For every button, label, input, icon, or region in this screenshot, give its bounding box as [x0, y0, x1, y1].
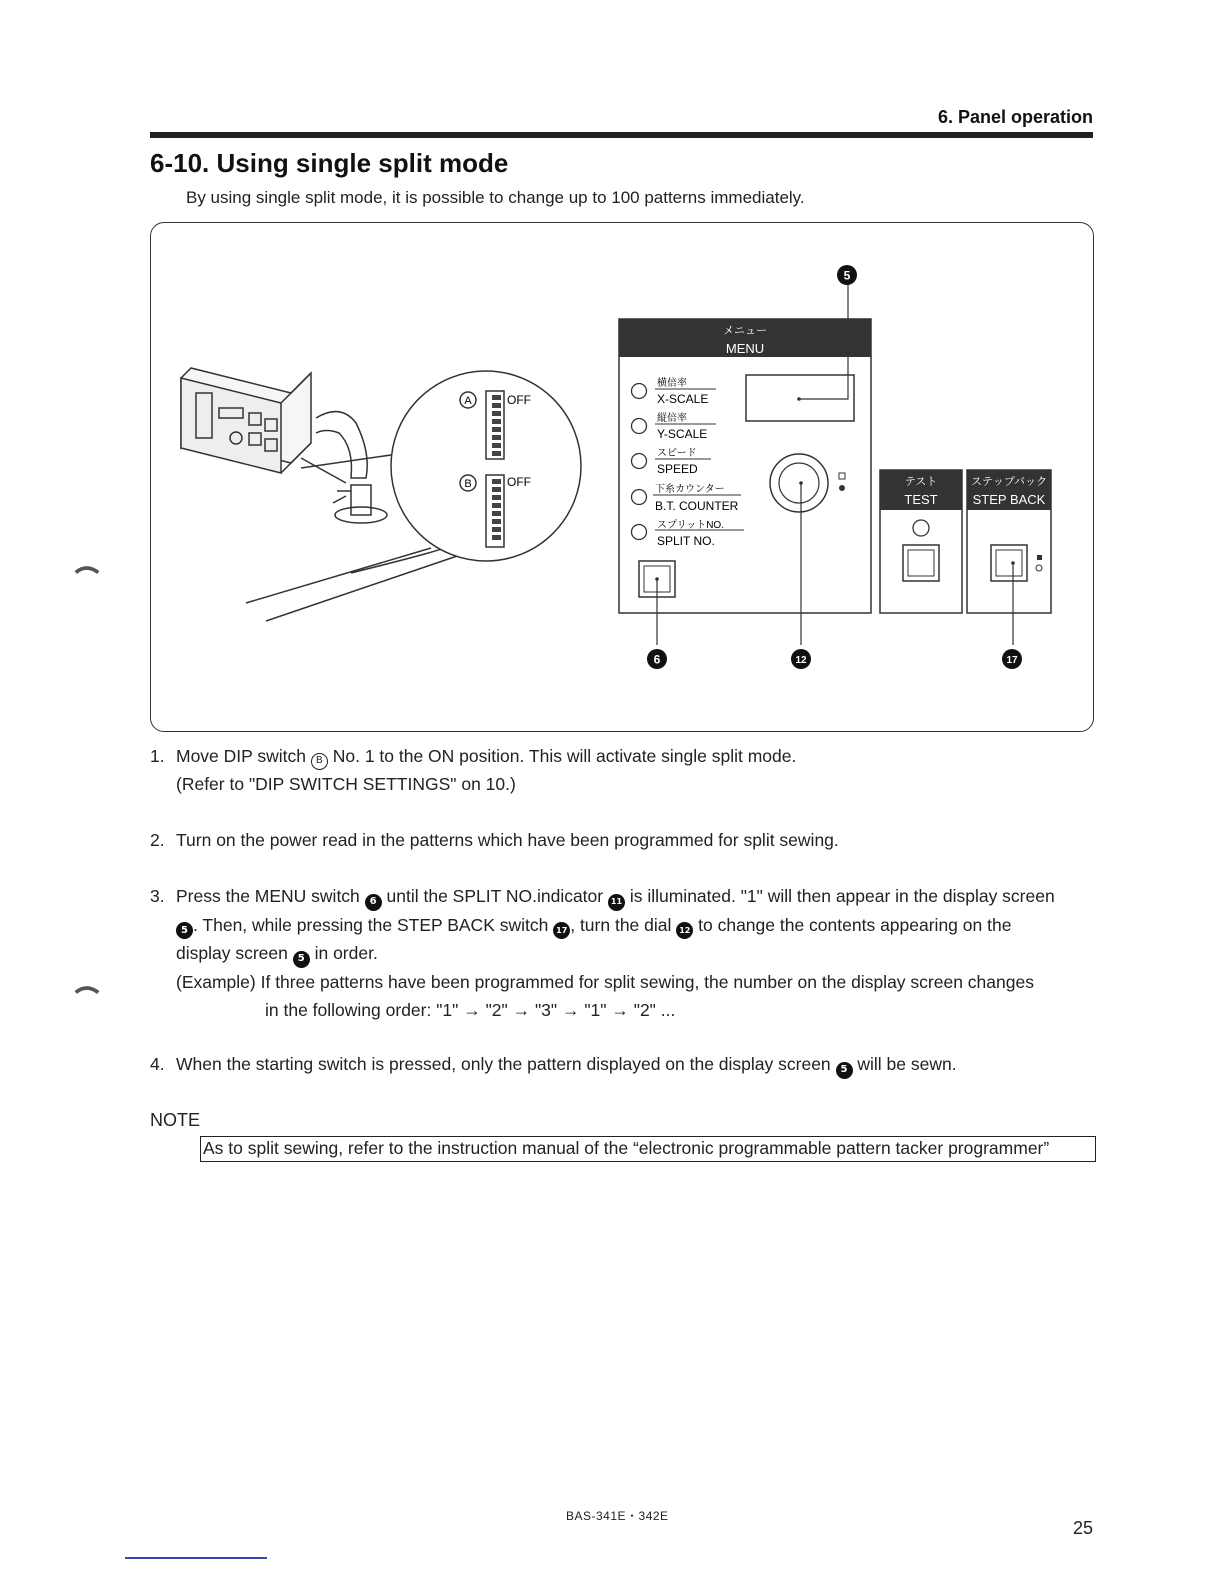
indicator-label-bt-counter: B.T. COUNTER: [655, 499, 739, 513]
step-number: 2.: [150, 830, 165, 850]
step-3: [150, 882, 1100, 1024]
indicator-jp-y-scale: 縦倍率: [657, 413, 687, 424]
step-back-jp-label: ステップバック: [971, 476, 1047, 488]
step-line: [150, 911, 1100, 940]
step-number: 4.: [150, 1054, 165, 1074]
step-text: to change the contents appearing on the: [693, 914, 1012, 935]
footer-model: BAS-341E・342E: [566, 1509, 669, 1523]
indicator-label-speed: SPEED: [657, 462, 698, 476]
callout-ref: 12: [676, 922, 693, 939]
step-text: Move DIP switch: [176, 746, 311, 766]
step-text: display screen: [176, 943, 293, 963]
section-title: 6-10. Using single split mode: [150, 148, 509, 178]
header-rule: [150, 132, 1093, 138]
callout-step-back: [1002, 649, 1022, 669]
indicator-label-y-scale: Y-SCALE: [657, 427, 708, 441]
scan-edge-line: [125, 1557, 267, 1559]
test-jp-label: テスト: [904, 476, 938, 488]
callout-ref: 17: [553, 922, 570, 939]
callout-ref: 5: [176, 922, 193, 939]
indicator-label-x-scale: X-SCALE: [657, 392, 709, 406]
step-text: When the starting switch is pressed, only the pattern displayed on the display screen: [176, 1054, 836, 1074]
step-line: [150, 770, 1100, 798]
panel-figure: [150, 222, 1094, 732]
step-line: [150, 826, 1100, 854]
menu-jp-label: メニュー: [723, 325, 767, 337]
step-text: (Refer to "DIP SWITCH SETTINGS" on 10.): [176, 774, 516, 794]
callout-ref: 6: [365, 894, 382, 911]
callout-menu-switch-number: 6: [653, 652, 661, 667]
step-1: [150, 742, 1100, 798]
step-number: 1.: [150, 746, 165, 766]
step-text: until the SPLIT NO.indicator: [381, 886, 608, 906]
menu-label: MENU: [725, 341, 765, 356]
panel-diagram: [151, 223, 1095, 733]
callout-ref: 5: [293, 951, 310, 968]
step-text: in order.: [309, 943, 378, 963]
callout-display: [837, 265, 857, 285]
step-2: [150, 826, 1100, 854]
dip-b-off-label: OFF: [507, 475, 531, 489]
dip-switch-ref: B: [311, 753, 328, 770]
callout-dial-number: 12: [795, 655, 807, 666]
indicator-label-split-no: SPLIT NO.: [657, 534, 715, 548]
step-text: is illuminated. "1" will then appear in the display screen: [624, 886, 1055, 906]
step-4: [150, 1050, 1100, 1079]
binding-hole-mark: [70, 565, 104, 577]
test-label: TEST: [904, 492, 938, 507]
callout-ref: 5: [836, 1062, 853, 1079]
step-text: No. 1 to the ON position. This will activate single split mode.: [327, 746, 797, 766]
callout-menu-switch: [647, 649, 667, 669]
step-back-label: STEP BACK: [972, 492, 1046, 507]
step-line: [150, 968, 1100, 996]
dip-a-label: A: [464, 395, 472, 407]
indicator-jp-speed: スピード: [657, 448, 697, 459]
callout-dial: [791, 649, 811, 669]
step-text: Press the MENU switch: [176, 886, 365, 906]
step-text: Turn on the power read in the patterns which have been programmed for split sewing.: [176, 830, 839, 850]
step-line: [150, 939, 1100, 968]
step-line: [150, 882, 1100, 911]
dip-switch-magnifier: [301, 371, 581, 561]
step-line: [150, 1050, 1100, 1079]
step-line: [150, 996, 1100, 1024]
running-header: 6. Panel operation: [937, 107, 1093, 127]
step-text: will be sewn.: [852, 1054, 957, 1074]
note-box: As to split sewing, refer to the instruction manual of the “electronic programmable pattern tacker programmer”: [200, 1136, 1096, 1162]
page-number: 25: [1073, 1518, 1094, 1538]
step-text: . Then, while pressing the STEP BACK switch: [193, 914, 554, 935]
callout-step-back-number: 17: [1006, 655, 1018, 666]
intro-text: By using single split mode, it is possible to change up to 100 patterns immediately.: [186, 188, 805, 207]
indicator-jp-bt-counter: 下糸カウンター: [655, 484, 725, 495]
step-line: [150, 742, 1100, 770]
callout-display-number: 5: [843, 268, 851, 283]
step-text: , turn the dial: [570, 914, 677, 935]
dip-a-off-label: OFF: [507, 393, 531, 407]
step-text: (Example) If three patterns have been programmed for split sewing, the number on the display screen changes: [176, 971, 1034, 992]
step-number: 3.: [150, 886, 165, 906]
binding-hole-mark: [70, 985, 104, 997]
callout-ref: 11: [608, 894, 625, 911]
dip-b-label: B: [464, 478, 472, 490]
step-text: in the following order: "1" → "2" → "3" → "1" → "2" ...: [265, 999, 676, 1020]
note-label: NOTE: [150, 1110, 201, 1130]
indicator-jp-split-no: スプリットNO.: [657, 520, 724, 531]
indicator-jp-x-scale: 横倍率: [657, 378, 687, 389]
